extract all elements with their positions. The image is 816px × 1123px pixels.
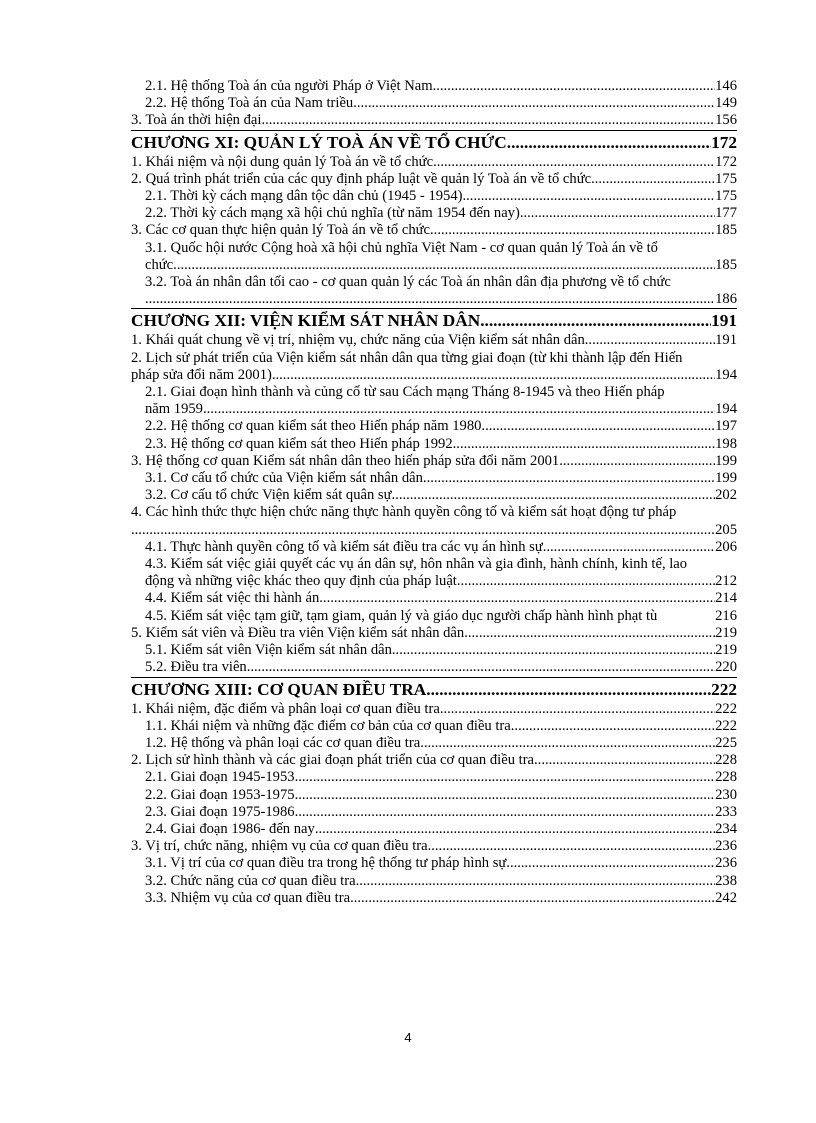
toc-chapter[interactable] bbox=[131, 308, 737, 332]
toc-entry-title: 5.1. Kiểm sát viên Viện kiểm sát nhân dân bbox=[145, 642, 392, 659]
dot-leader bbox=[463, 188, 716, 205]
toc-entry[interactable] bbox=[131, 418, 737, 435]
dot-leader bbox=[250, 659, 715, 676]
toc-entry-title-line1: 2. Lịch sử phát triển của Viện kiểm sát nhân dân qua từng giai đoạn (từ khi thành lập đến Hiến bbox=[131, 349, 683, 366]
page-number: 4 bbox=[404, 1030, 412, 1045]
toc-page-number: 175 bbox=[715, 170, 737, 187]
toc-page-number: 177 bbox=[715, 205, 737, 222]
toc-entry-title: 1. Khái niệm, đặc điểm và phân loại cơ quan điều tra bbox=[131, 700, 440, 717]
toc-entry-title: 4.1. Thực hành quyền công tố và kiểm sát điều tra các vụ án hình sự. bbox=[145, 538, 547, 555]
toc-page-number: 191 bbox=[715, 332, 737, 349]
toc-entry[interactable] bbox=[131, 240, 737, 274]
toc-page-number: 197 bbox=[715, 418, 737, 435]
toc-entry[interactable] bbox=[131, 504, 737, 538]
toc-entry[interactable] bbox=[131, 112, 737, 129]
toc-entry-title: 2.1. Giai đoạn 1945-1953. bbox=[145, 769, 299, 786]
toc-entry[interactable] bbox=[131, 95, 737, 112]
dot-leader bbox=[480, 311, 711, 331]
toc-entry-title: 2.1. Thời kỳ cách mạng dân tộc dân chủ (1945 - 1954) bbox=[145, 188, 463, 205]
toc-page-number: 220 bbox=[715, 659, 737, 676]
toc-page-number: 230 bbox=[715, 786, 737, 803]
toc-page-number: 172 bbox=[715, 153, 737, 170]
dot-leader bbox=[356, 873, 716, 890]
toc-page-number: 222 bbox=[715, 717, 737, 734]
toc-entry-title: CHƯƠNG XII: VIỆN KIỂM SÁT NHÂN DÂN bbox=[131, 311, 481, 331]
toc-entry-title: 3.2. Cơ cấu tổ chức Viện kiểm sát quân sự. bbox=[145, 487, 396, 504]
toc-page-number: 219 bbox=[715, 624, 737, 641]
dot-leader bbox=[173, 257, 715, 274]
toc-page-number: 175 bbox=[715, 188, 737, 205]
toc-entry-title-line1: 4. Các hình thức thực hiện chức năng thực hành quyền công tố và kiểm sát hoạt động tư pháp bbox=[131, 504, 677, 521]
dot-leader bbox=[426, 680, 711, 700]
dot-leader bbox=[420, 735, 715, 752]
toc-page-number: 205 bbox=[715, 521, 737, 538]
toc-page-number: 219 bbox=[715, 642, 737, 659]
dot-leader bbox=[507, 133, 711, 153]
table-of-contents bbox=[131, 78, 737, 907]
toc-entry-title: 3.3. Nhiệm vụ của cơ quan điều tra bbox=[145, 889, 351, 906]
toc-entry-title: CHƯƠNG XI: QUẢN LÝ TOÀ ÁN VỀ TỔ CHỨC bbox=[131, 132, 507, 152]
toc-page-number: 216 bbox=[715, 607, 737, 624]
toc-entry[interactable] bbox=[131, 436, 737, 453]
dot-leader bbox=[485, 418, 715, 435]
toc-entry[interactable] bbox=[131, 821, 737, 838]
toc-entry[interactable] bbox=[131, 735, 737, 752]
toc-entry[interactable] bbox=[131, 171, 737, 188]
dot-leader bbox=[395, 487, 715, 504]
toc-page-number: 191 bbox=[711, 311, 737, 331]
dot-leader bbox=[295, 804, 716, 821]
toc-entry-title: 4.4. Kiểm sát việc thi hành án bbox=[145, 590, 320, 607]
toc-entry-title: 3. Toà án thời hiện đại bbox=[131, 112, 262, 129]
dot-leader bbox=[131, 522, 715, 539]
dot-leader bbox=[514, 718, 715, 735]
toc-page-number: 149 bbox=[715, 95, 737, 112]
dot-leader bbox=[145, 291, 715, 308]
dot-leader bbox=[456, 436, 715, 453]
toc-entry[interactable] bbox=[131, 787, 737, 804]
toc-entry[interactable] bbox=[131, 274, 737, 308]
dot-leader bbox=[534, 752, 715, 769]
toc-entry-title-line1: 4.3. Kiểm sát việc giải quyết các vụ án dân sự, hôn nhân và gia đình, hành chính, kinh tế, lao bbox=[145, 556, 688, 573]
toc-entry-title: 3.1. Vị trí của cơ quan điều tra trong hệ thống tư pháp hình sự. bbox=[145, 855, 510, 872]
dot-leader bbox=[428, 838, 716, 855]
toc-page-number: 202 bbox=[715, 487, 737, 504]
dot-leader bbox=[430, 222, 715, 239]
toc-entry-title: 1. Khái quát chung về vị trí, nhiệm vụ, chức năng của Viện kiểm sát nhân dân bbox=[131, 332, 585, 349]
toc-entry-title: 5. Kiểm sát viên và Điều tra viên Viện kiểm sát nhân dân bbox=[131, 624, 465, 641]
toc-page-number: 172 bbox=[711, 132, 737, 152]
dot-leader bbox=[272, 367, 715, 384]
dot-leader bbox=[427, 470, 716, 487]
dot-leader bbox=[520, 205, 715, 222]
toc-entry-title: chức bbox=[145, 256, 174, 273]
dot-leader bbox=[461, 573, 716, 590]
dot-leader bbox=[559, 453, 715, 470]
dot-leader bbox=[433, 154, 715, 171]
toc-entry[interactable] bbox=[131, 718, 737, 735]
dot-leader bbox=[510, 855, 715, 872]
toc-entry-title: 2.2. Thời kỳ cách mạng xã hội chủ nghĩa (từ năm 1954 đến nay) bbox=[145, 205, 520, 222]
toc-entry-title: 1.2. Hệ thống và phân loại các cơ quan điều tra bbox=[145, 734, 421, 751]
dot-leader bbox=[350, 890, 715, 907]
toc-page-number: 236 bbox=[715, 838, 737, 855]
dot-leader bbox=[261, 112, 715, 129]
toc-page-number: 199 bbox=[715, 470, 737, 487]
toc-entry[interactable] bbox=[131, 590, 737, 607]
toc-entry-title: 3. Vị trí, chức năng, nhiệm vụ của cơ quan điều tra bbox=[131, 838, 428, 855]
dot-leader bbox=[392, 642, 715, 659]
toc-page-number: 233 bbox=[715, 803, 737, 820]
toc-page-number: 199 bbox=[715, 452, 737, 469]
dot-leader bbox=[585, 332, 715, 349]
toc-page-number: 242 bbox=[715, 889, 737, 906]
toc-entry-title-line1: 2.1. Giai đoạn hình thành và củng cố từ sau Cách mạng Tháng 8-1945 và theo Hiến pháp bbox=[145, 384, 665, 401]
toc-entry-title: 2.2. Giai đoạn 1953-1975 bbox=[145, 786, 295, 803]
toc-entry[interactable] bbox=[131, 78, 737, 95]
toc-entry-title: 1.1. Khái niệm và những đặc điểm cơ bản của cơ quan điều tra. bbox=[145, 717, 515, 734]
dot-leader bbox=[298, 769, 715, 786]
toc-entry-title: CHƯƠNG XIII: CƠ QUAN ĐIỀU TRA bbox=[131, 679, 427, 699]
toc-entry[interactable] bbox=[131, 332, 737, 349]
toc-entry-title: 2.2. Hệ thống Toà án của Nam triều bbox=[145, 95, 354, 112]
dot-leader bbox=[207, 401, 715, 418]
toc-entry-title: 3. Hệ thống cơ quan Kiểm sát nhân dân theo hiến pháp sửa đổi năm 2001 bbox=[131, 452, 560, 469]
toc-page-number: 225 bbox=[715, 734, 737, 751]
toc-page-number: 186 bbox=[715, 291, 737, 308]
toc-page-number: 185 bbox=[715, 256, 737, 273]
toc-page-number: 146 bbox=[715, 78, 737, 94]
toc-entry[interactable] bbox=[131, 625, 737, 642]
toc-entry[interactable] bbox=[131, 487, 737, 504]
toc-page-number: 236 bbox=[715, 855, 737, 872]
toc-page-number: 212 bbox=[715, 573, 737, 590]
toc-page-number: 214 bbox=[715, 590, 737, 607]
toc-chapter[interactable] bbox=[131, 130, 737, 154]
dot-leader bbox=[546, 539, 715, 556]
toc-entry-title: 3.2. Chức năng của cơ quan điều tra bbox=[145, 872, 356, 889]
toc-entry-title: 5.2. Điều tra viên. bbox=[145, 659, 251, 676]
toc-page-number: 206 bbox=[715, 538, 737, 555]
toc-entry-title: 4.5. Kiểm sát việc tạm giữ, tạm giam, quản lý và giáo dục người chấp hành hình phạt tù bbox=[145, 607, 658, 624]
toc-entry[interactable] bbox=[131, 154, 737, 171]
toc-page-number: 198 bbox=[715, 435, 737, 452]
toc-page-number: 222 bbox=[715, 700, 737, 717]
dot-leader bbox=[464, 625, 715, 642]
toc-entry[interactable] bbox=[131, 188, 737, 205]
toc-entry[interactable] bbox=[131, 855, 737, 872]
toc-entry-title: 2. Lịch sử hình thành và các giai đoạn phát triển của cơ quan điều tra bbox=[131, 752, 535, 769]
toc-entry[interactable] bbox=[131, 873, 737, 890]
toc-page-number: 228 bbox=[715, 769, 737, 786]
toc-page-number: 194 bbox=[715, 401, 737, 418]
toc-entry[interactable] bbox=[131, 222, 737, 239]
toc-page-number: 185 bbox=[715, 222, 737, 239]
toc-entry-title-line1: 3.2. Toà án nhân dân tối cao - cơ quan quản lý các Toà án nhân dân địa phương về tổ chức bbox=[145, 274, 671, 291]
toc-entry-title: 1. Khái niệm và nội dung quản lý Toà án về tổ chức bbox=[131, 153, 434, 170]
toc-entry-title: 2.1. Hệ thống Toà án của người Pháp ở Việt Nam bbox=[145, 78, 433, 94]
toc-entry[interactable] bbox=[131, 350, 737, 384]
toc-page-number: 234 bbox=[715, 820, 737, 837]
toc-entry[interactable] bbox=[131, 890, 737, 907]
toc-page-number: 194 bbox=[715, 366, 737, 383]
toc-entry[interactable] bbox=[131, 384, 737, 418]
toc-page-number: 156 bbox=[715, 112, 737, 129]
toc-chapter[interactable] bbox=[131, 677, 737, 701]
toc-entry[interactable] bbox=[131, 804, 737, 821]
toc-entry[interactable] bbox=[131, 608, 737, 625]
dot-leader bbox=[591, 171, 715, 188]
toc-entry-title: pháp sửa đổi năm 2001) bbox=[131, 366, 272, 383]
toc-entry-title: 2.3. Giai đoạn 1975-1986 bbox=[145, 803, 295, 820]
toc-entry-title: động và những việc khác theo quy định của pháp luật. bbox=[145, 573, 461, 590]
toc-entry-title: 3. Các cơ quan thực hiện quản lý Toà án về tổ chức bbox=[131, 222, 431, 239]
toc-entry-title: 3.1. Cơ cấu tổ chức của Viện kiểm sát nhân dân. bbox=[145, 470, 427, 487]
toc-entry[interactable] bbox=[131, 205, 737, 222]
toc-page-number: 238 bbox=[715, 872, 737, 889]
toc-entry-title: 2.2. Hệ thống cơ quan kiểm sát theo Hiến pháp năm 1980. bbox=[145, 418, 486, 435]
toc-page-number: 222 bbox=[711, 679, 737, 699]
dot-leader bbox=[433, 78, 716, 95]
toc-entry[interactable] bbox=[131, 769, 737, 786]
toc-entry[interactable] bbox=[131, 453, 737, 470]
toc-entry-title: 2.4. Giai đoạn 1986- đến nay bbox=[145, 820, 315, 837]
dot-leader bbox=[315, 821, 715, 838]
toc-entry[interactable] bbox=[131, 556, 737, 590]
toc-entry[interactable] bbox=[131, 642, 737, 659]
toc-entry[interactable] bbox=[131, 470, 737, 487]
toc-entry-title: năm 1959. bbox=[145, 401, 207, 418]
dot-leader bbox=[353, 95, 715, 112]
dot-leader bbox=[440, 701, 715, 718]
toc-entry-title-line1: 3.1. Quốc hội nước Cộng hoà xã hội chủ nghĩa Việt Nam - cơ quan quản lý Toà án về tổ bbox=[145, 239, 658, 256]
toc-entry[interactable] bbox=[131, 701, 737, 718]
toc-entry[interactable] bbox=[131, 539, 737, 556]
dot-leader bbox=[319, 590, 715, 607]
toc-entry-title: 2. Quá trình phát triển của các quy định pháp luật về quản lý Toà án về tổ chức bbox=[131, 170, 592, 187]
dot-leader bbox=[295, 787, 716, 804]
toc-page-number: 228 bbox=[715, 752, 737, 769]
toc-entry[interactable] bbox=[131, 752, 737, 769]
toc-entry[interactable] bbox=[131, 659, 737, 676]
toc-entry-title: 2.3. Hệ thống cơ quan kiểm sát theo Hiến pháp 1992. bbox=[145, 435, 457, 452]
toc-entry[interactable] bbox=[131, 838, 737, 855]
